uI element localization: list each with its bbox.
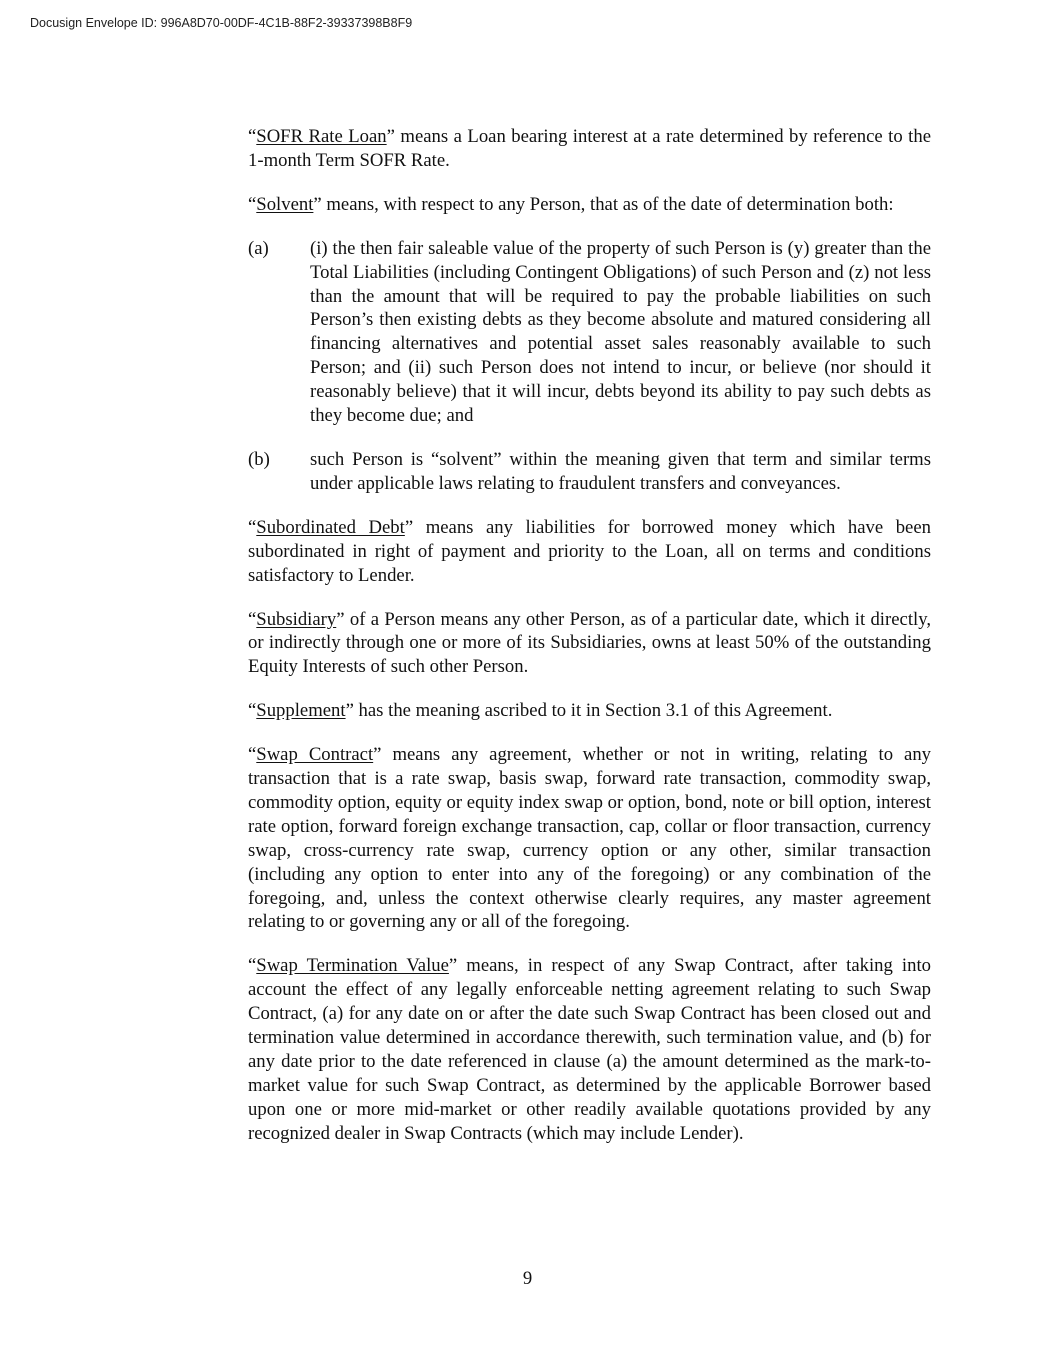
definition-text: ” means any liabilities for borrowed money which have been subordinated in right of payment and priority to the Loan, all on terms and conditions satisfactory to Lender. bbox=[248, 516, 931, 586]
defined-term: Swap Termination Value bbox=[256, 955, 449, 977]
item-label: (b) bbox=[248, 448, 270, 470]
definition-sofr-rate-loan: “SOFR Rate Loan” means a Loan bearing interest at a rate determined by reference to the 1-month Term SOFR Rate. bbox=[248, 126, 931, 171]
page-number: 9 bbox=[522, 1268, 533, 1289]
defined-term: Solvent bbox=[256, 193, 314, 215]
item-text: (i) the then fair saleable value of the property of such Person is (y) greater than the Total Liabilities (including Contingent Obligations) of such Person and (z) not less than the amount that will be required to pay the probable liabilities on such Person’s then existing debts as they become absolute and matured considering all financing alternatives and potential asset sales reasonably available to such Person; and (ii) such Person does not intend to incur, or believe (nor should it reasonably believe) that it will incur, debts beyond its ability to pay such debts as they become due; and bbox=[310, 237, 931, 427]
definition-swap-termination-value: “Swap Termination Value” means, in respect of any Swap Contract, after taking into account the effect of any legally enforceable netting agreement relating to such Swap Contract, (a) for any date on or after the date such Swap Contract has been closed out and termination value determined in accordance therewith, such termination value, and (b) for any date prior to the date referenced in clause (a) the amount determined as the mark-to-market value for such Swap Contract, as determined by the applicable Borrower based upon one or more mid-market or other readily available quotations provided by any recognized dealer in Swap Contracts (which may include Lender). bbox=[248, 955, 931, 1144]
definition-subsidiary: “Subsidiary” of a Person means any other Person, as of a particular date, which it directly, or indirectly through one or more of its Subsidiaries, owns at least 50% of the outstanding Equity Interests of such other Person. bbox=[248, 608, 931, 678]
defined-term: Subordinated Debt bbox=[256, 516, 405, 538]
envelope-id: Docusign Envelope ID: 996A8D70-00DF-4C1B-88F2-39337398B8F9 bbox=[30, 16, 413, 30]
document-body bbox=[248, 125, 931, 1166]
definition-text: ” means, in respect of any Swap Contract, after taking into account the effect of any legally enforceable netting agreement relating to such Swap Contract, (a) for any date on or after the date such Swap Contract has been closed out and termination value determined in accordance therewith, such termination value, and (b) for any date prior to the date referenced in clause (a) the amount determined as the mark-to-market value for such Swap Contract, as determined by the applicable Borrower based upon one or more mid-market or other readily available quotations provided by any recognized dealer in Swap Contracts (which may include Lender). bbox=[248, 955, 931, 1144]
definition-text: ” means a Loan bearing interest at a rate determined by reference to the 1-month Term SOFR Rate. bbox=[248, 126, 931, 171]
item-text: such Person is “solvent” within the meaning given that term and similar terms under applicable laws relating to fraudulent transfers and conveyances. bbox=[310, 448, 931, 494]
definition-text: ” means, with respect to any Person, that as of the date of determination both: bbox=[313, 193, 894, 215]
defined-term: Supplement bbox=[256, 700, 346, 722]
definition-text: ” means any agreement, whether or not in writing, relating to any transaction that is a rate swap, basis swap, forward rate transaction, commodity swap, commodity option, equity or equity index swap or option, bond, note or bill option, interest rate option, forward foreign exchange transaction, cap, collar or floor transaction, currency swap, cross-currency rate swap, currency option or any other, similar transaction (including any option to enter into any of the foregoing) or any combination of the foregoing, and, unless the context otherwise clearly requires, any master agreement relating to or governing any or all of the foregoing. bbox=[248, 744, 932, 933]
defined-term: SOFR Rate Loan bbox=[256, 126, 387, 147]
definition-text: ” of a Person means any other Person, as of a particular date, which it directly, or indirectly through one or more of its Subsidiaries, owns at least 50% of the outstanding Equity Interests of such other Person. bbox=[248, 608, 931, 678]
definition-subordinated-debt: “Subordinated Debt” means any liabilities for borrowed money which have been subordinated in right of payment and priority to the Loan, all on terms and conditions satisfactory to Lender. bbox=[248, 516, 931, 586]
definition-swap-contract: “Swap Contract” means any agreement, whether or not in writing, relating to any transaction that is a rate swap, basis swap, forward rate transaction, commodity swap, commodity option, equity or equity index swap or option, bond, note or bill option, interest rate option, forward foreign exchange transaction, cap, collar or floor transaction, currency swap, cross-currency rate swap, currency option or any other, similar transaction (including any option to enter into any of the foregoing) or any combination of the foregoing, and, unless the context otherwise clearly requires, any master agreement relating to or governing any or all of the foregoing. bbox=[248, 744, 932, 933]
solvent-item-b bbox=[248, 448, 931, 496]
defined-term: Swap Contract bbox=[256, 744, 374, 766]
defined-term: Subsidiary bbox=[256, 608, 337, 630]
definition-text: ” has the meaning ascribed to it in Section 3.1 of this Agreement. bbox=[345, 700, 833, 722]
definition-solvent: “Solvent” means, with respect to any Person, that as of the date of determination both: bbox=[248, 193, 894, 215]
definition-supplement: “Supplement” has the meaning ascribed to it in Section 3.1 of this Agreement. bbox=[248, 700, 833, 722]
item-label: (a) bbox=[248, 237, 269, 259]
solvent-item-a bbox=[248, 237, 931, 428]
